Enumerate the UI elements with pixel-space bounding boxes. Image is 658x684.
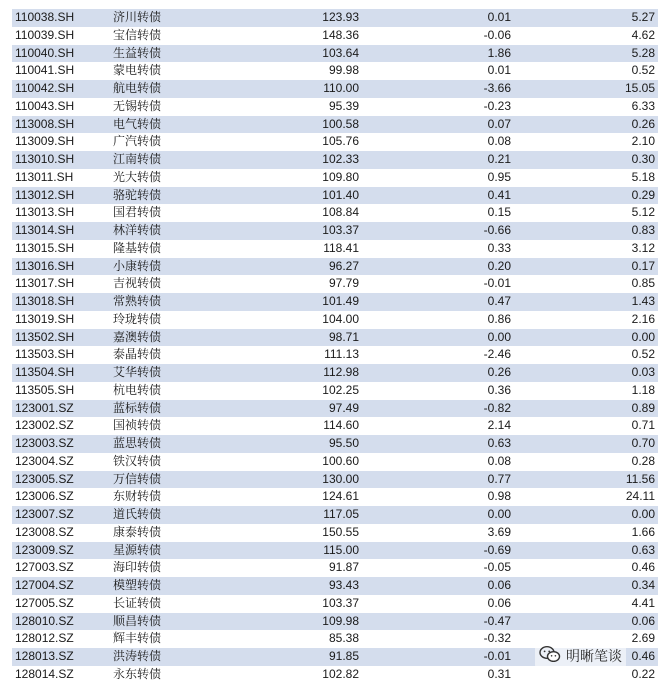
table-row [12, 258, 658, 276]
premium-rate-cell: 0.26 [514, 116, 658, 134]
table-row [12, 222, 658, 240]
bond-code-cell: 123008.SZ [12, 524, 110, 542]
price-change-cell: -0.01 [362, 648, 514, 666]
bond-price-cell: 112.98 [266, 364, 362, 382]
premium-rate-cell: 0.22 [514, 666, 658, 684]
bond-code-cell: 123009.SZ [12, 542, 110, 560]
price-change-cell: 0.95 [362, 169, 514, 187]
price-change-cell: 0.77 [362, 471, 514, 489]
table-row [12, 151, 658, 169]
bond-code-cell: 113503.SH [12, 346, 110, 364]
bond-price-cell: 85.38 [266, 630, 362, 648]
bond-price-cell: 101.49 [266, 293, 362, 311]
premium-rate-cell: 5.12 [514, 204, 658, 222]
bond-code-cell: 113010.SH [12, 151, 110, 169]
premium-rate-cell: 2.10 [514, 133, 658, 151]
bond-name-cell: 艾华转债 [110, 364, 266, 382]
price-change-cell: 0.15 [362, 204, 514, 222]
table-row [12, 133, 658, 151]
bond-code-cell: 123005.SZ [12, 471, 110, 489]
price-change-cell: 0.00 [362, 506, 514, 524]
bond-name-cell: 玲珑转债 [110, 311, 266, 329]
bond-name-cell: 海印转债 [110, 559, 266, 577]
bond-name-cell: 蒙电转债 [110, 62, 266, 80]
premium-rate-cell: 5.28 [514, 45, 658, 63]
premium-rate-cell: 0.85 [514, 275, 658, 293]
bond-code-cell: 113009.SH [12, 133, 110, 151]
premium-rate-cell: 4.41 [514, 595, 658, 613]
bond-price-cell: 91.85 [266, 648, 362, 666]
bond-name-cell: 顺昌转债 [110, 613, 266, 631]
bond-name-cell: 泰晶转债 [110, 346, 266, 364]
premium-rate-cell: 6.33 [514, 98, 658, 116]
bond-code-cell: 113016.SH [12, 258, 110, 276]
bond-name-cell: 吉视转债 [110, 275, 266, 293]
premium-rate-cell: 0.52 [514, 62, 658, 80]
bond-price-cell: 103.37 [266, 595, 362, 613]
bond-name-cell: 国祯转债 [110, 417, 266, 435]
price-change-cell: 0.08 [362, 133, 514, 151]
bond-code-cell: 127005.SZ [12, 595, 110, 613]
bond-name-cell: 生益转债 [110, 45, 266, 63]
bond-name-cell: 广汽转债 [110, 133, 266, 151]
premium-rate-cell: 0.46 [514, 559, 658, 577]
bond-price-cell: 103.64 [266, 45, 362, 63]
price-change-cell: 0.98 [362, 488, 514, 506]
premium-rate-cell: 0.89 [514, 400, 658, 418]
price-change-cell: 0.26 [362, 364, 514, 382]
bond-price-cell: 97.79 [266, 275, 362, 293]
price-change-cell: 0.01 [362, 9, 514, 27]
bond-name-cell: 航电转债 [110, 80, 266, 98]
price-change-cell: 0.01 [362, 62, 514, 80]
wechat-icon [539, 645, 561, 667]
premium-rate-cell: 2.16 [514, 311, 658, 329]
table-row [12, 471, 658, 489]
table-row [12, 453, 658, 471]
bond-code-cell: 110040.SH [12, 45, 110, 63]
bond-name-cell: 铁汉转债 [110, 453, 266, 471]
price-change-cell: -0.23 [362, 98, 514, 116]
bond-name-cell: 杭电转债 [110, 382, 266, 400]
bond-name-cell: 宝信转债 [110, 27, 266, 45]
bond-name-cell: 东财转债 [110, 488, 266, 506]
table-row [12, 240, 658, 258]
bond-code-cell: 113015.SH [12, 240, 110, 258]
bond-code-cell: 113018.SH [12, 293, 110, 311]
premium-rate-cell: 0.00 [514, 329, 658, 347]
bond-price-cell: 105.76 [266, 133, 362, 151]
bond-price-cell: 99.98 [266, 62, 362, 80]
bond-price-cell: 111.13 [266, 346, 362, 364]
price-change-cell: -0.05 [362, 559, 514, 577]
table-row [12, 666, 658, 684]
price-change-cell: 0.00 [362, 329, 514, 347]
watermark [535, 644, 626, 668]
bond-code-cell: 113502.SH [12, 329, 110, 347]
bond-price-cell: 102.33 [266, 151, 362, 169]
bond-code-cell: 127004.SZ [12, 577, 110, 595]
bond-code-cell: 123006.SZ [12, 488, 110, 506]
price-change-cell: -2.46 [362, 346, 514, 364]
premium-rate-cell: 0.46 [514, 648, 658, 666]
bond-quote-table [12, 9, 658, 684]
table-row [12, 80, 658, 98]
premium-rate-cell: 11.56 [514, 471, 658, 489]
premium-rate-cell: 0.03 [514, 364, 658, 382]
table-row [12, 400, 658, 418]
bond-price-cell: 109.80 [266, 169, 362, 187]
price-change-cell: -3.66 [362, 80, 514, 98]
bond-price-cell: 101.40 [266, 187, 362, 205]
table-row [12, 169, 658, 187]
table-row [12, 204, 658, 222]
bond-name-cell: 国君转债 [110, 204, 266, 222]
bond-name-cell: 电气转债 [110, 116, 266, 134]
bond-code-cell: 110039.SH [12, 27, 110, 45]
bond-price-cell: 97.49 [266, 400, 362, 418]
bond-name-cell: 万信转债 [110, 471, 266, 489]
bond-name-cell: 骆驼转债 [110, 187, 266, 205]
premium-rate-cell: 0.52 [514, 346, 658, 364]
premium-rate-cell: 0.83 [514, 222, 658, 240]
bond-price-cell: 96.27 [266, 258, 362, 276]
bond-name-cell: 小康转债 [110, 258, 266, 276]
price-change-cell: 0.21 [362, 151, 514, 169]
bond-code-cell: 113019.SH [12, 311, 110, 329]
price-change-cell: 2.14 [362, 417, 514, 435]
bond-name-cell: 隆基转债 [110, 240, 266, 258]
bond-price-cell: 91.87 [266, 559, 362, 577]
table-row [12, 417, 658, 435]
table-row [12, 116, 658, 134]
bond-price-cell: 130.00 [266, 471, 362, 489]
premium-rate-cell: 0.34 [514, 577, 658, 595]
bond-code-cell: 128010.SZ [12, 613, 110, 631]
bond-price-cell: 102.25 [266, 382, 362, 400]
table-row [12, 311, 658, 329]
bond-price-cell: 100.58 [266, 116, 362, 134]
premium-rate-cell: 0.28 [514, 453, 658, 471]
price-change-cell: -0.06 [362, 27, 514, 45]
table-row [12, 382, 658, 400]
bond-name-cell: 模塑转债 [110, 577, 266, 595]
bond-code-cell: 113012.SH [12, 187, 110, 205]
table-row [12, 542, 658, 560]
table-row [12, 275, 658, 293]
bond-code-cell: 123001.SZ [12, 400, 110, 418]
bond-price-cell: 102.82 [266, 666, 362, 684]
price-change-cell: -0.66 [362, 222, 514, 240]
bond-price-cell: 124.61 [266, 488, 362, 506]
bond-name-cell: 常熟转债 [110, 293, 266, 311]
bond-name-cell: 蓝思转债 [110, 435, 266, 453]
premium-rate-cell: 0.63 [514, 542, 658, 560]
table-row [12, 559, 658, 577]
bond-name-cell: 永东转债 [110, 666, 266, 684]
premium-rate-cell: 5.27 [514, 9, 658, 27]
premium-rate-cell: 2.69 [514, 630, 658, 648]
table-row [12, 98, 658, 116]
bond-name-cell: 济川转债 [110, 9, 266, 27]
price-change-cell: -0.32 [362, 630, 514, 648]
premium-rate-cell: 15.05 [514, 80, 658, 98]
price-change-cell: -0.82 [362, 400, 514, 418]
price-change-cell: 1.86 [362, 45, 514, 63]
bond-name-cell: 蓝标转债 [110, 400, 266, 418]
table-row [12, 577, 658, 595]
price-change-cell: 0.06 [362, 595, 514, 613]
price-change-cell: 0.08 [362, 453, 514, 471]
bond-name-cell: 洪涛转债 [110, 648, 266, 666]
premium-rate-cell: 3.12 [514, 240, 658, 258]
bond-code-cell: 128014.SZ [12, 666, 110, 684]
premium-rate-cell: 0.06 [514, 613, 658, 631]
bond-code-cell: 110041.SH [12, 62, 110, 80]
bond-name-cell: 嘉澳转债 [110, 329, 266, 347]
premium-rate-cell: 0.30 [514, 151, 658, 169]
bond-code-cell: 110042.SH [12, 80, 110, 98]
price-change-cell: 0.07 [362, 116, 514, 134]
bond-name-cell: 林洋转债 [110, 222, 266, 240]
bond-name-cell: 光大转债 [110, 169, 266, 187]
bond-code-cell: 123007.SZ [12, 506, 110, 524]
price-change-cell: 0.47 [362, 293, 514, 311]
bond-price-cell: 117.05 [266, 506, 362, 524]
price-change-cell: -0.01 [362, 275, 514, 293]
table-row [12, 346, 658, 364]
bond-code-cell: 123002.SZ [12, 417, 110, 435]
price-change-cell: -0.47 [362, 613, 514, 631]
premium-rate-cell: 0.17 [514, 258, 658, 276]
price-change-cell: 0.06 [362, 577, 514, 595]
bond-code-cell: 113014.SH [12, 222, 110, 240]
table-row [12, 488, 658, 506]
bond-code-cell: 123004.SZ [12, 453, 110, 471]
table-row [12, 27, 658, 45]
price-change-cell: 0.33 [362, 240, 514, 258]
bond-price-cell: 95.39 [266, 98, 362, 116]
price-change-cell: 0.20 [362, 258, 514, 276]
premium-rate-cell: 0.71 [514, 417, 658, 435]
bond-price-cell: 123.93 [266, 9, 362, 27]
watermark-text: 明晰笔谈 [566, 649, 622, 665]
bond-code-cell: 113011.SH [12, 169, 110, 187]
bond-code-cell: 128013.SZ [12, 648, 110, 666]
price-change-cell: -0.69 [362, 542, 514, 560]
price-change-cell: 3.69 [362, 524, 514, 542]
bond-code-cell: 110038.SH [12, 9, 110, 27]
bond-price-cell: 118.41 [266, 240, 362, 258]
bond-price-cell: 114.60 [266, 417, 362, 435]
table-row [12, 45, 658, 63]
bond-name-cell: 无锡转债 [110, 98, 266, 116]
table-row [12, 364, 658, 382]
premium-rate-cell: 5.18 [514, 169, 658, 187]
bond-price-cell: 93.43 [266, 577, 362, 595]
bond-code-cell: 110043.SH [12, 98, 110, 116]
bond-name-cell: 康泰转债 [110, 524, 266, 542]
bond-price-cell: 104.00 [266, 311, 362, 329]
price-change-cell: 0.86 [362, 311, 514, 329]
premium-rate-cell: 24.11 [514, 488, 658, 506]
table-row [12, 187, 658, 205]
premium-rate-cell: 1.43 [514, 293, 658, 311]
table-row [12, 595, 658, 613]
premium-rate-cell: 1.18 [514, 382, 658, 400]
table-row [12, 293, 658, 311]
bond-code-cell: 113505.SH [12, 382, 110, 400]
bond-price-cell: 103.37 [266, 222, 362, 240]
price-change-cell: 0.36 [362, 382, 514, 400]
bond-price-cell: 100.60 [266, 453, 362, 471]
bond-price-cell: 95.50 [266, 435, 362, 453]
bond-code-cell: 128012.SZ [12, 630, 110, 648]
table-row [12, 62, 658, 80]
premium-rate-cell: 0.29 [514, 187, 658, 205]
bond-code-cell: 113504.SH [12, 364, 110, 382]
bond-name-cell: 辉丰转债 [110, 630, 266, 648]
bond-price-cell: 150.55 [266, 524, 362, 542]
premium-rate-cell: 4.62 [514, 27, 658, 45]
bond-code-cell: 127003.SZ [12, 559, 110, 577]
bond-price-cell: 98.71 [266, 329, 362, 347]
bond-name-cell: 江南转债 [110, 151, 266, 169]
table-row [12, 435, 658, 453]
bond-price-cell: 115.00 [266, 542, 362, 560]
bond-price-cell: 109.98 [266, 613, 362, 631]
premium-rate-cell: 0.00 [514, 506, 658, 524]
table-row [12, 524, 658, 542]
table-row [12, 329, 658, 347]
premium-rate-cell: 0.70 [514, 435, 658, 453]
bond-price-cell: 110.00 [266, 80, 362, 98]
bond-code-cell: 113017.SH [12, 275, 110, 293]
bond-code-cell: 123003.SZ [12, 435, 110, 453]
price-change-cell: 0.41 [362, 187, 514, 205]
bond-name-cell: 星源转债 [110, 542, 266, 560]
table-row [12, 9, 658, 27]
price-change-cell: 0.31 [362, 666, 514, 684]
table-row [12, 613, 658, 631]
bond-name-cell: 长证转债 [110, 595, 266, 613]
bond-price-cell: 108.84 [266, 204, 362, 222]
bond-name-cell: 道氏转债 [110, 506, 266, 524]
premium-rate-cell: 1.66 [514, 524, 658, 542]
bond-code-cell: 113008.SH [12, 116, 110, 134]
table-row [12, 506, 658, 524]
price-change-cell: 0.63 [362, 435, 514, 453]
bond-price-cell: 148.36 [266, 27, 362, 45]
bond-code-cell: 113013.SH [12, 204, 110, 222]
